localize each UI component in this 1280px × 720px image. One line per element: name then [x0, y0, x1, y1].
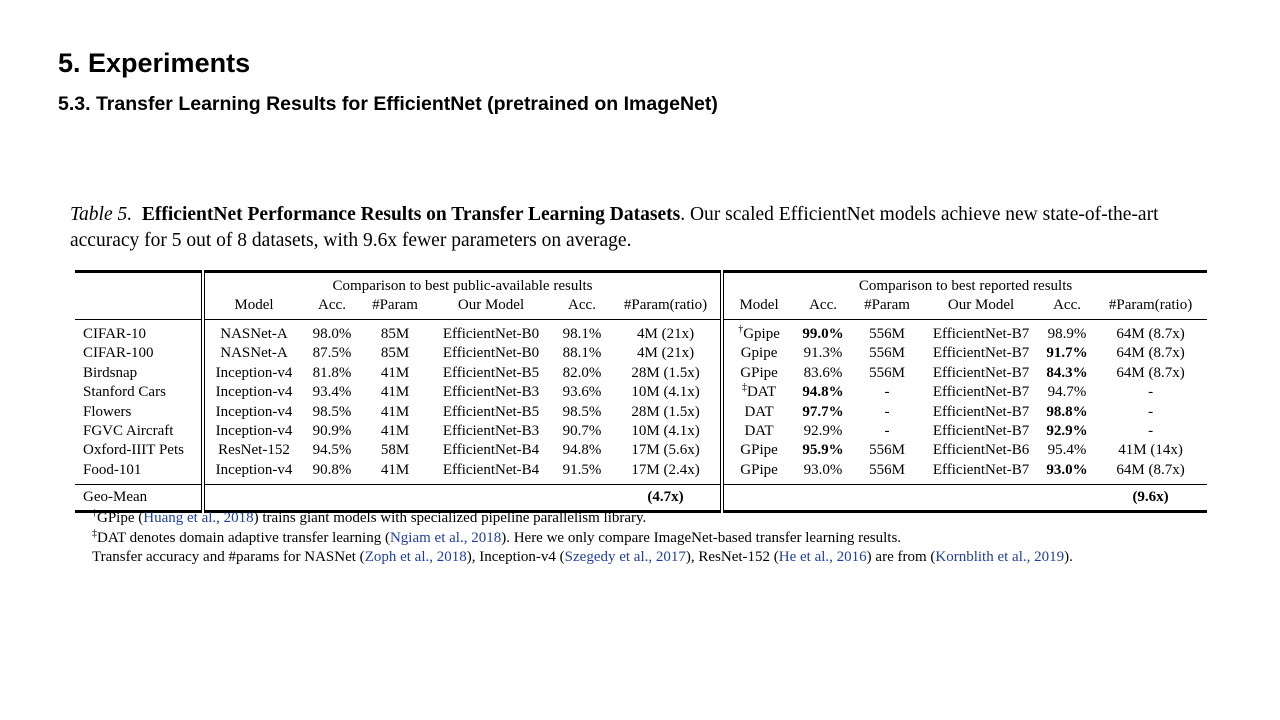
our-best-model-cell: EfficientNet-B7	[932, 403, 1030, 420]
dataset-cell: Oxford-IIIT Pets	[75, 441, 203, 460]
reported-acc-cell: 99.0%	[802, 326, 844, 342]
table-row	[75, 403, 1207, 422]
our-best-param-ratio-cell: -	[1148, 384, 1154, 401]
table-row	[75, 441, 1207, 460]
footnote-text: DAT denotes domain adaptive transfer learning (	[97, 529, 390, 546]
reported-acc-cell: 83.6%	[803, 364, 843, 381]
public-model-cell: Inception-v4	[215, 384, 293, 401]
column-header: Our Model	[457, 297, 525, 313]
our-model-cell: EfficientNet-B4	[442, 442, 540, 459]
reported-model-name: DAT	[744, 403, 774, 420]
public-model-cell: NASNet-A	[220, 326, 288, 342]
header-dataset-cell	[75, 272, 203, 296]
double-dagger-mark: ‡	[92, 527, 97, 539]
table-row	[75, 364, 1207, 383]
dataset-cell: Stanford Cars	[75, 383, 203, 402]
our-param-ratio-cell: 10M (4.1x)	[611, 422, 722, 441]
public-model-cell: ResNet-152	[218, 442, 290, 459]
column-header: Model	[234, 297, 274, 313]
reported-model-cell	[722, 320, 794, 345]
column-header: #Param	[864, 297, 910, 313]
reported-model-cell	[722, 403, 794, 422]
our-best-model-cell: EfficientNet-B6	[932, 442, 1030, 459]
our-best-param-ratio-cell: 64M (8.7x)	[1116, 326, 1185, 342]
reported-param-cell: -	[884, 384, 890, 401]
our-best-acc-cell: 84.3%	[1046, 364, 1088, 381]
dataset-cell: CIFAR-100	[75, 344, 203, 363]
reported-model-cell	[722, 383, 794, 402]
table-footnotes	[92, 509, 1212, 568]
group-header-row	[75, 272, 1207, 296]
public-acc-cell: 98.0%	[312, 326, 352, 342]
our-model-cell: EfficientNet-B5	[442, 403, 540, 420]
our-acc-cell: 98.5%	[562, 403, 602, 420]
our-param-ratio-cell: 17M (2.4x)	[611, 461, 722, 485]
public-model-cell: NASNet-A	[220, 345, 288, 362]
caption-label: Table 5.	[70, 204, 133, 225]
our-best-model-cell: EfficientNet-B7	[932, 384, 1030, 401]
reported-model-cell	[722, 461, 794, 485]
reported-acc-cell: 92.9%	[803, 423, 843, 440]
column-header: Model	[739, 297, 779, 313]
dataset-cell: Food-101	[75, 461, 203, 485]
geo-mean-label: Geo-Mean	[75, 485, 203, 512]
reported-param-cell: 556M	[869, 345, 905, 362]
reported-param-cell: 556M	[869, 461, 905, 478]
reported-param-cell: 556M	[869, 442, 905, 459]
our-acc-cell: 94.8%	[562, 442, 602, 459]
citation-link[interactable]: Zoph et al., 2018	[364, 549, 467, 566]
our-acc-cell: 90.7%	[562, 423, 602, 440]
column-header: Acc.	[568, 297, 596, 313]
column-header-dataset	[75, 295, 203, 320]
our-param-ratio-cell: 4M (21x)	[611, 320, 722, 345]
public-model-cell: Inception-v4	[215, 461, 293, 478]
reported-acc-cell: 95.9%	[802, 442, 844, 459]
our-model-cell: EfficientNet-B0	[442, 345, 540, 362]
our-best-acc-cell: 94.7%	[1047, 384, 1087, 401]
table-row	[75, 383, 1207, 402]
footnote-text: ).	[1064, 549, 1073, 566]
public-param-cell: 41M	[380, 364, 410, 381]
reported-model-name: DAT	[746, 384, 777, 401]
dataset-cell: CIFAR-10	[75, 320, 203, 345]
our-best-model-cell: EfficientNet-B7	[932, 326, 1030, 342]
reported-model-name: GPipe	[740, 364, 778, 381]
reported-model-cell	[722, 344, 794, 363]
our-best-acc-cell: 95.4%	[1047, 442, 1087, 459]
citation-link[interactable]: Ngiam et al., 2018	[389, 529, 502, 546]
reported-param-cell: -	[884, 403, 890, 420]
our-model-cell: EfficientNet-B0	[442, 326, 540, 342]
caption-text: . Our scaled EfficientNet models achieve new state-of-the-art accuracy for 5 out of 8 datasets, with 9.6x fewer parameters on average.	[70, 204, 1159, 251]
public-param-cell: 41M	[380, 461, 410, 478]
public-param-cell: 41M	[380, 384, 410, 401]
our-best-acc-cell: 98.9%	[1047, 326, 1087, 342]
footnote-dat	[92, 529, 1212, 549]
group-header-public: Comparison to best public-available results	[203, 272, 722, 296]
our-best-acc-cell: 91.7%	[1046, 345, 1088, 362]
column-header: Our Model	[947, 297, 1015, 313]
our-best-acc-cell: 93.0%	[1046, 461, 1088, 478]
reported-acc-cell: 97.7%	[802, 403, 844, 420]
reported-acc-cell: 93.0%	[803, 461, 843, 478]
citation-link[interactable]: Huang et al., 2018	[143, 510, 254, 526]
our-acc-cell: 91.5%	[562, 461, 602, 478]
column-header: Acc.	[318, 297, 346, 313]
our-best-param-ratio-cell: 64M (8.7x)	[1116, 461, 1185, 478]
footnote-text: GPipe (	[97, 510, 144, 526]
our-acc-cell: 98.1%	[562, 326, 602, 342]
footnote-sources	[92, 548, 1212, 568]
public-model-cell: Inception-v4	[215, 364, 293, 381]
geo-mean-public-ratio: (4.7x)	[611, 485, 722, 512]
public-param-cell: 58M	[380, 442, 410, 459]
slide-title: 5. Experiments	[58, 48, 251, 78]
reported-acc-cell: 91.3%	[803, 345, 843, 362]
column-header: Acc.	[1053, 297, 1081, 313]
our-best-model-cell: EfficientNet-B7	[932, 423, 1030, 440]
our-model-cell: EfficientNet-B3	[442, 423, 540, 440]
geo-mean-row	[75, 485, 1207, 512]
footnote-text: ). Here we only compare ImageNet-based transfer learning results.	[501, 529, 902, 546]
geo-mean-empty	[722, 485, 1094, 512]
our-best-model-cell: EfficientNet-B7	[932, 364, 1030, 381]
our-best-model-cell: EfficientNet-B7	[932, 461, 1030, 478]
dagger-mark: †	[92, 508, 97, 519]
table-row	[75, 344, 1207, 363]
footnote-text: ) trains giant models with specialized pipeline parallelism library.	[253, 510, 647, 526]
geo-mean-empty	[203, 485, 611, 512]
public-param-cell: 41M	[380, 423, 410, 440]
our-model-cell: EfficientNet-B4	[442, 461, 540, 478]
our-param-ratio-cell: 28M (1.5x)	[611, 403, 722, 422]
table-caption	[70, 202, 1220, 254]
column-header-row	[75, 295, 1207, 320]
results-table	[75, 270, 1207, 513]
reported-model-name: GPipe	[740, 461, 778, 478]
reported-param-cell: 556M	[869, 364, 905, 381]
citation-link[interactable]: He et al., 2016	[778, 549, 867, 566]
our-best-model-cell: EfficientNet-B7	[932, 345, 1030, 362]
our-best-acc-cell: 92.9%	[1046, 423, 1088, 440]
our-param-ratio-cell: 10M (4.1x)	[611, 383, 722, 402]
reported-model-name: Gpipe	[740, 345, 778, 362]
footnote-mark: †	[738, 324, 744, 335]
reported-model-name: DAT	[744, 423, 774, 440]
public-acc-cell: 90.8%	[312, 461, 352, 478]
our-model-cell: EfficientNet-B3	[442, 384, 540, 401]
public-acc-cell: 98.5%	[312, 403, 352, 420]
reported-model-cell	[722, 441, 794, 460]
geo-mean-reported-ratio: (9.6x)	[1132, 489, 1169, 506]
our-acc-cell: 88.1%	[562, 345, 602, 362]
public-acc-cell: 94.5%	[312, 442, 352, 459]
public-param-cell: 85M	[380, 326, 410, 342]
group-header-reported: Comparison to best reported results	[858, 278, 1073, 294]
public-param-cell: 85M	[380, 345, 410, 362]
reported-acc-cell: 94.8%	[802, 384, 844, 401]
footnote-mark: ‡	[741, 382, 747, 394]
our-param-ratio-cell: 28M (1.5x)	[611, 364, 722, 383]
citation-link[interactable]: Kornblith et al., 2019	[935, 549, 1065, 566]
dataset-cell: Birdsnap	[75, 364, 203, 383]
column-header: #Param(ratio)	[611, 295, 722, 320]
reported-param-cell: -	[884, 423, 890, 440]
our-param-ratio-cell: 4M (21x)	[611, 344, 722, 363]
our-best-acc-cell: 98.8%	[1046, 403, 1088, 420]
public-acc-cell: 93.4%	[312, 384, 352, 401]
public-acc-cell: 90.9%	[312, 423, 352, 440]
public-acc-cell: 81.8%	[312, 364, 352, 381]
our-best-param-ratio-cell: 64M (8.7x)	[1116, 364, 1185, 381]
reported-model-name: Gpipe	[743, 326, 780, 342]
column-header: #Param	[372, 297, 418, 313]
footnote-text: ), ResNet-152 (	[685, 549, 779, 566]
our-acc-cell: 93.6%	[562, 384, 602, 401]
our-model-cell: EfficientNet-B5	[442, 364, 540, 381]
reported-model-name: GPipe	[740, 442, 778, 459]
public-model-cell: Inception-v4	[215, 403, 293, 420]
footnote-text: Transfer accuracy and #params for NASNet (	[92, 549, 365, 566]
our-best-param-ratio-cell: -	[1148, 403, 1154, 420]
results-table-body	[75, 272, 1207, 512]
our-param-ratio-cell: 17M (5.6x)	[611, 441, 722, 460]
table-row	[75, 461, 1207, 485]
dataset-cell: Flowers	[75, 403, 203, 422]
public-param-cell: 41M	[380, 403, 410, 420]
dataset-cell: FGVC Aircraft	[75, 422, 203, 441]
column-header: Acc.	[809, 297, 837, 313]
our-acc-cell: 82.0%	[562, 364, 602, 381]
slide-subtitle: 5.3. Transfer Learning Results for EfficientNet (pretrained on ImageNet)	[58, 93, 718, 115]
public-model-cell: Inception-v4	[215, 423, 293, 440]
citation-link[interactable]: Szegedy et al., 2017	[564, 549, 686, 566]
reported-param-cell: 556M	[869, 326, 905, 342]
table-row	[75, 422, 1207, 441]
footnote-gpipe	[92, 509, 1212, 529]
our-best-param-ratio-cell: -	[1148, 423, 1154, 440]
reported-model-cell	[722, 364, 794, 383]
our-best-param-ratio-cell: 41M (14x)	[1118, 442, 1183, 459]
table-row	[75, 320, 1207, 345]
public-acc-cell: 87.5%	[312, 345, 352, 362]
reported-model-cell	[722, 422, 794, 441]
caption-title: EfficientNet Performance Results on Transfer Learning Datasets	[141, 204, 681, 225]
footnote-text: ) are from (	[866, 549, 936, 566]
our-best-param-ratio-cell: 64M (8.7x)	[1116, 345, 1185, 362]
column-header: #Param(ratio)	[1108, 297, 1193, 313]
footnote-text: ), Inception-v4 (	[466, 549, 565, 566]
